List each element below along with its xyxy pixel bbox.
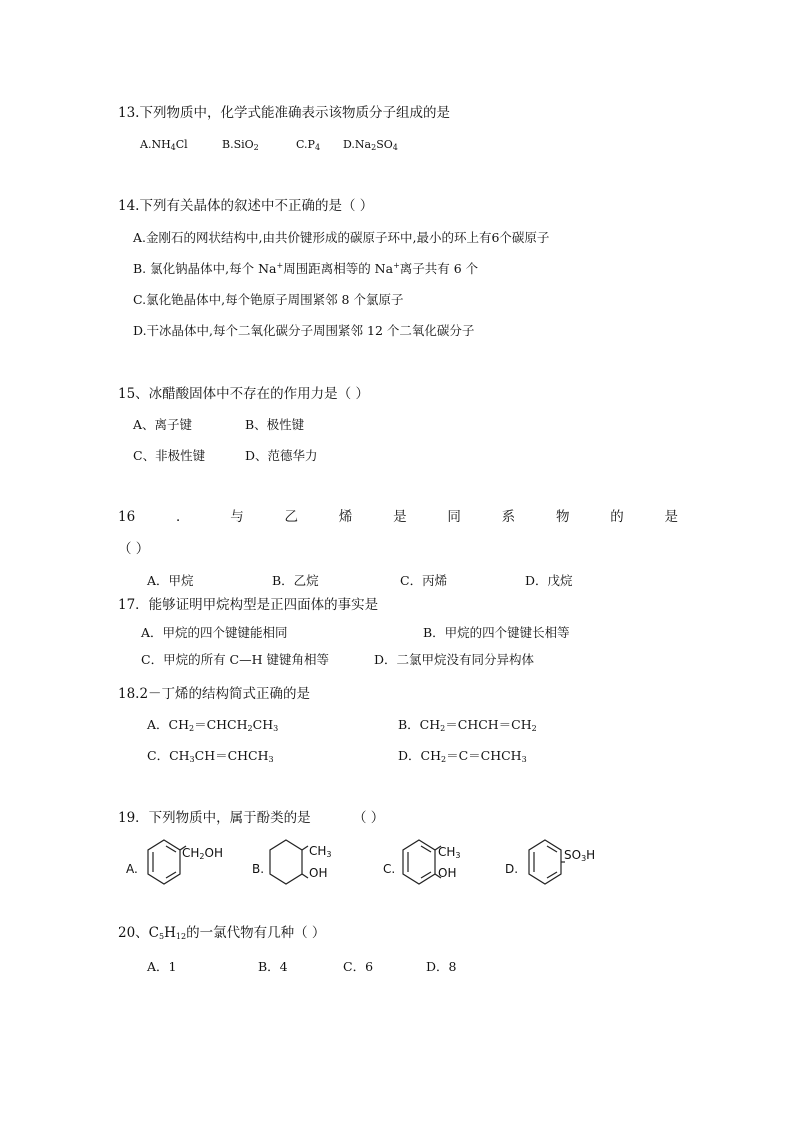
q15-stem: 15、冰醋酸固体中不存在的作用力是（ ） (118, 386, 369, 402)
q14-stem: 14.下列有关晶体的叙述中不正确的是（ ） (118, 198, 374, 214)
q16-option-b: B．乙烷 (272, 573, 319, 588)
q19-option-c-letter: C. (383, 862, 396, 876)
q15-option-a: A、离子键 (133, 417, 193, 432)
q16-char: 是 (664, 509, 678, 525)
q16-char: 与 (230, 509, 244, 525)
q16-char: 乙 (284, 509, 299, 525)
q20-option-c: C．6 (343, 959, 374, 974)
q16-answer-paren: （ ） (118, 541, 150, 557)
q14-option-a: A.金刚石的网状结构中,由共价键形成的碳原子环中,最小的环上有6个碳原子 (133, 230, 550, 245)
q19-option-d-letter: D. (505, 862, 519, 876)
q13-option-b: B.SiO$_2$ (222, 138, 259, 152)
q20-option-b: B．4 (258, 959, 288, 974)
q20-stem: 20、$C_5H_{12}$的一氯代物有几种（ ） (118, 925, 326, 941)
q17-stem: 17．能够证明甲烷构型是正四面体的事实是 (118, 597, 379, 613)
q14-option-d: D.干冰晶体中,每个二氧化碳分子周围紧邻 12 个二氧化碳分子 (133, 323, 475, 338)
q19-option-a-structure (146, 838, 182, 886)
q17-option-d: D．二氯甲烷没有同分异构体 (374, 652, 535, 667)
q16-option-a: A．甲烷 (147, 573, 194, 588)
q15-option-b: B、极性键 (245, 417, 305, 432)
q13-option-d: $D.Na_2SO_4$ (343, 138, 398, 152)
q19-option-d-structure (527, 838, 571, 886)
q16-char: 物 (555, 509, 570, 525)
q19-option-a-group: $CH_2OH$ (182, 846, 223, 861)
q17-option-b: B．甲烷的四个键键长相等 (423, 625, 570, 640)
q19-option-b-methyl: $CH_3$ (309, 844, 332, 859)
benzene-ring-icon (146, 838, 182, 886)
q16-char: 系 (501, 509, 516, 525)
q16-char: ． (175, 509, 190, 525)
q16-stem (118, 508, 678, 526)
q14-option-c: C.氯化铯晶体中,每个铯原子周围紧邻 8 个氯原子 (133, 292, 404, 307)
q19-answer-paren: （ ） (353, 810, 385, 826)
q14-option-b: B. 氯化钠晶体中,每个 Na+周围距离相等的 Na+离子共有 6 个 (133, 261, 479, 276)
q13-option-a: $A.NH_4Cl$ (140, 138, 188, 152)
q19-option-c-methyl: $CH_3$ (438, 845, 461, 860)
q20-option-a: A．1 (147, 959, 177, 974)
q18-stem: 18.2－丁烯的结构简式正确的是 (118, 686, 311, 702)
q15-option-c: C、非极性键 (133, 448, 206, 463)
q19-option-b-letter: B. (252, 862, 265, 876)
q20-option-d: D．8 (426, 959, 457, 974)
q18-option-b: B．$CH_2=CHCH=CH_2$ (398, 717, 537, 733)
benzene-ring-icon (527, 838, 571, 886)
q19-option-d-group: $SO_3H$ (564, 848, 596, 863)
q13-option-c: $C.P_4$ (296, 138, 321, 152)
q16-char: 烯 (338, 509, 353, 525)
cyclohexane-ring-icon (268, 838, 312, 886)
q16-char: 16 (118, 509, 136, 525)
q16-char: 的 (610, 509, 624, 525)
q19-stem: 19．下列物质中，属于酚类的是 (118, 810, 311, 826)
q18-option-c: C．$CH_3CH=CHCH_3$ (147, 748, 274, 764)
q17-option-a: A．甲烷的四个键键能相同 (141, 625, 288, 640)
q19-option-b-structure (268, 838, 312, 886)
q17-option-c: C．甲烷的所有 C—H 键键角相等 (141, 652, 329, 667)
q18-option-d: D．$CH_2=C=CHCH_3$ (398, 748, 527, 764)
q19-option-c-hydroxyl: OH (438, 866, 457, 880)
q16-option-c: C．丙烯 (400, 573, 448, 588)
q16-char: 同 (447, 509, 461, 525)
q19-option-a-letter: A. (126, 862, 138, 876)
q16-char: 是 (393, 509, 407, 525)
q19-option-b-hydroxyl: OH (309, 866, 328, 880)
q16-option-d: D．戊烷 (525, 573, 573, 588)
q15-option-d: D、范德华力 (245, 448, 318, 463)
q18-option-a: A．$CH_2=CHCH_2CH_3$ (147, 717, 279, 733)
q13-stem: 13.下列物质中，化学式能准确表示该物质分子组成的是 (118, 105, 450, 121)
